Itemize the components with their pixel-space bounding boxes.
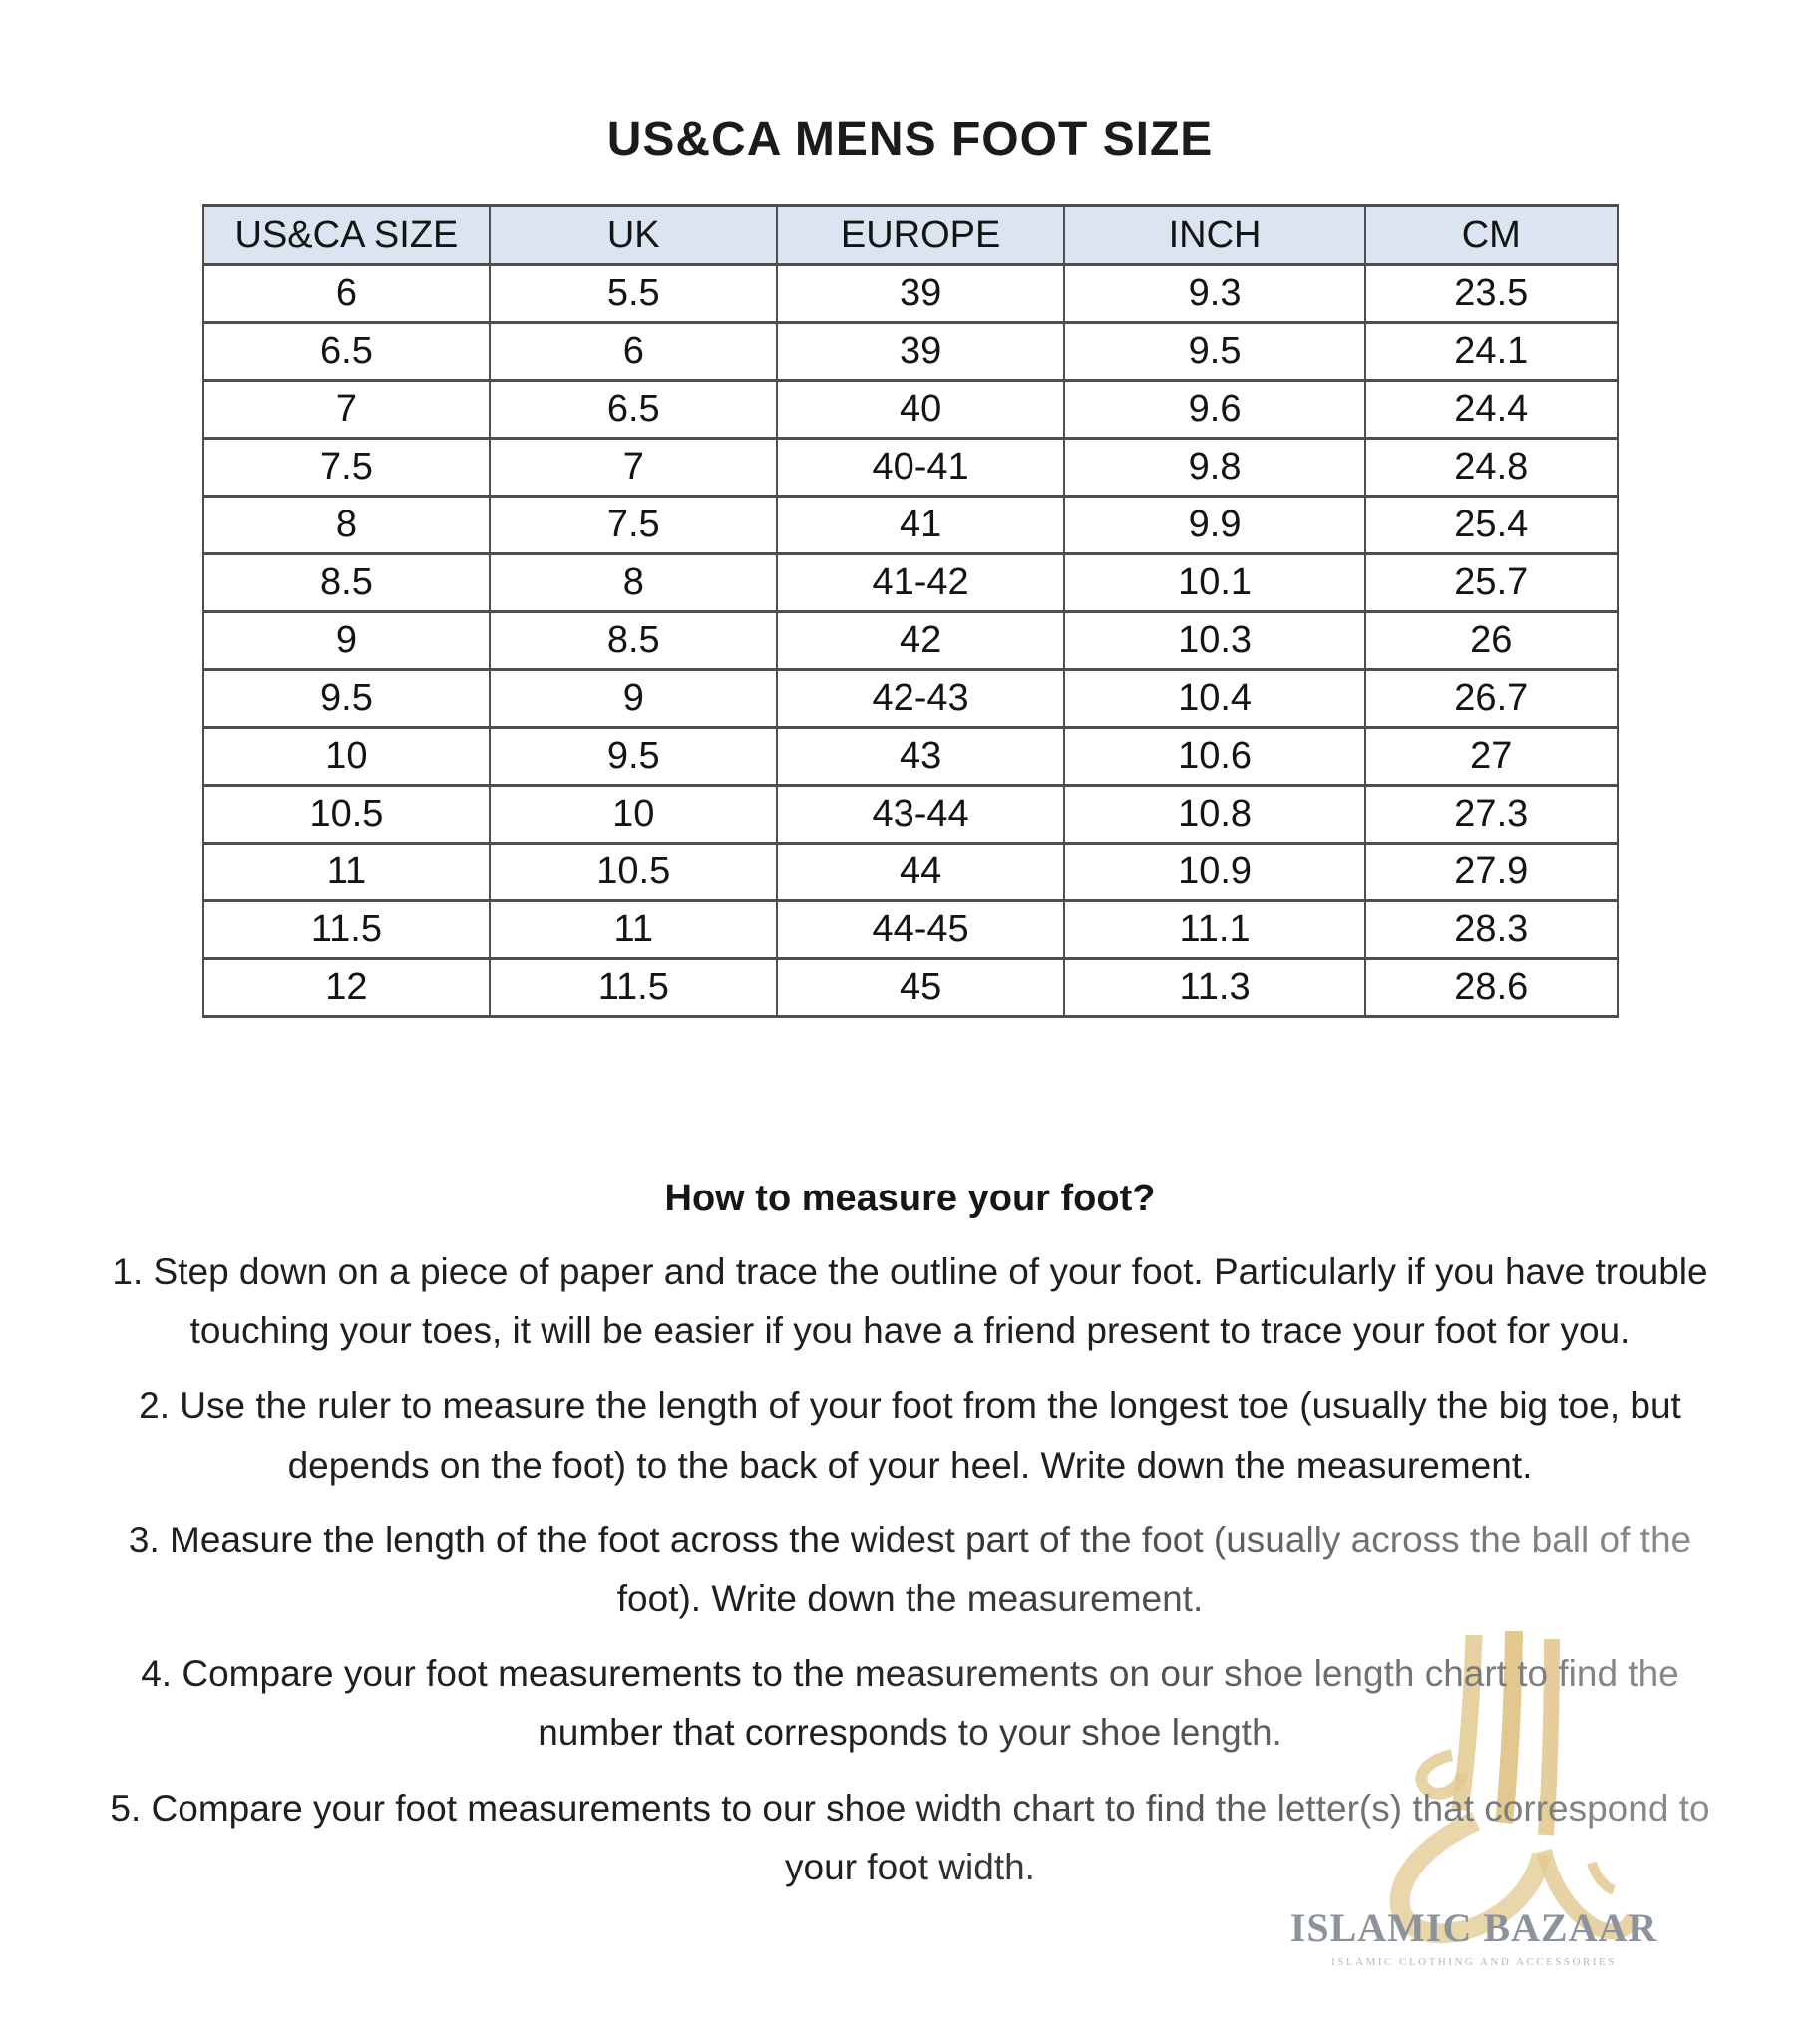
table-cell: 44 [777, 844, 1064, 901]
table-cell: 8 [203, 497, 491, 554]
table-cell: 27.9 [1365, 844, 1617, 901]
table-cell: 41-42 [777, 554, 1064, 612]
column-header: US&CA SIZE [203, 206, 491, 265]
table-cell: 8.5 [203, 554, 491, 612]
table-cell: 40 [777, 381, 1064, 439]
brand-logo [1274, 1904, 1673, 1968]
table-cell: 27.3 [1365, 786, 1617, 844]
table-cell: 9.5 [1064, 323, 1365, 381]
table-cell: 41 [777, 497, 1064, 554]
table-cell: 23.5 [1365, 265, 1617, 323]
table-cell: 24.1 [1365, 323, 1617, 381]
table-row [203, 323, 1618, 381]
table-cell: 12 [203, 959, 491, 1017]
table-cell: 11.3 [1064, 959, 1365, 1017]
table-cell: 8 [490, 554, 777, 612]
table-cell: 6 [490, 323, 777, 381]
table-cell: 10 [203, 728, 491, 786]
brand-tagline: ISLAMIC CLOTHING AND ACCESSORIES [1331, 1956, 1617, 1968]
table-cell: 6.5 [203, 323, 491, 381]
table-row [203, 554, 1618, 612]
table-cell: 7 [203, 381, 491, 439]
table-cell: 24.8 [1365, 439, 1617, 497]
table-cell: 7.5 [490, 497, 777, 554]
table-cell: 10.9 [1064, 844, 1365, 901]
instruction-step-1: 1. Step down on a piece of paper and trace the outline of your foot. Particularly if you have trouble touching your toes, it will be easier if you have a friend present to trace your foot for you. [112, 1251, 1708, 1352]
table-row [203, 497, 1618, 554]
table-cell: 9.8 [1064, 439, 1365, 497]
table-cell: 6 [203, 265, 491, 323]
table-cell: 39 [777, 323, 1064, 381]
table-cell: 43-44 [777, 786, 1064, 844]
table-cell: 10.6 [1064, 728, 1365, 786]
table-cell: 25.4 [1365, 497, 1617, 554]
instructions-heading: How to measure your foot? [664, 1178, 1156, 1219]
table-cell: 9.6 [1064, 381, 1365, 439]
table-cell: 6.5 [490, 381, 777, 439]
table-cell: 10 [490, 786, 777, 844]
table-cell: 11.5 [490, 959, 777, 1017]
table-row [203, 612, 1618, 670]
table-cell: 28.3 [1365, 901, 1617, 959]
table-row [203, 959, 1618, 1017]
table-cell: 9.9 [1064, 497, 1365, 554]
column-header: UK [490, 206, 777, 265]
table-row [203, 728, 1618, 786]
table-cell: 7 [490, 439, 777, 497]
table-row [203, 381, 1618, 439]
table-cell: 8.5 [490, 612, 777, 670]
brand-name: ISLAMIC BAZAAR [1289, 1905, 1658, 1950]
instruction-step-4: 4. Compare your foot measurements to the measurements on our shoe length chart to find the number that corresponds to your shoe length. [83, 1644, 1738, 1762]
table-cell: 26.7 [1365, 670, 1617, 728]
instruction-step-5: 5. Compare your foot measurements to our shoe width chart to find the letter(s) that correspond to your foot width. [83, 1779, 1738, 1896]
table-cell: 25.7 [1365, 554, 1617, 612]
table-cell: 27 [1365, 728, 1617, 786]
table-row [203, 901, 1618, 959]
page-title: US&CA MENS FOOT SIZE [606, 113, 1214, 166]
table-cell: 28.6 [1365, 959, 1617, 1017]
column-header: INCH [1064, 206, 1365, 265]
table-cell: 42-43 [777, 670, 1064, 728]
table-cell: 10.1 [1064, 554, 1365, 612]
table-cell: 10.5 [203, 786, 491, 844]
table-cell: 7.5 [203, 439, 491, 497]
table-row [203, 786, 1618, 844]
table-cell: 9.5 [490, 728, 777, 786]
table-cell: 11.5 [203, 901, 491, 959]
table-cell: 24.4 [1365, 381, 1617, 439]
table-cell: 5.5 [490, 265, 777, 323]
table-cell: 40-41 [777, 439, 1064, 497]
table-cell: 45 [777, 959, 1064, 1017]
instruction-step-2: 2. Use the ruler to measure the length of your foot from the longest toe (usually the big toe, but depends on the foot) to the back of your heel. Write down the measurement. [139, 1385, 1681, 1486]
table-cell: 26 [1365, 612, 1617, 670]
instruction-step-3: 3. Measure the length of the foot across the widest part of the foot (usually across the ball of the foot). Write down the measurement. [83, 1511, 1738, 1628]
table-cell: 10.5 [490, 844, 777, 901]
table-row [203, 439, 1618, 497]
instructions-section [83, 1178, 1738, 1896]
table-cell: 10.8 [1064, 786, 1365, 844]
table-cell: 9.5 [203, 670, 491, 728]
table-cell: 11 [490, 901, 777, 959]
table-cell: 43 [777, 728, 1064, 786]
column-header: EUROPE [777, 206, 1064, 265]
table-row [203, 844, 1618, 901]
table-cell: 10.3 [1064, 612, 1365, 670]
size-table [202, 204, 1619, 1018]
table-cell: 9 [490, 670, 777, 728]
table-cell: 44-45 [777, 901, 1064, 959]
table-header-row [203, 206, 1618, 265]
column-header: CM [1365, 206, 1617, 265]
table-cell: 11.1 [1064, 901, 1365, 959]
table-cell: 9 [203, 612, 491, 670]
table-cell: 39 [777, 265, 1064, 323]
table-row [203, 265, 1618, 323]
table-row [203, 670, 1618, 728]
table-cell: 10.4 [1064, 670, 1365, 728]
table-cell: 11 [203, 844, 491, 901]
table-cell: 42 [777, 612, 1064, 670]
table-cell: 9.3 [1064, 265, 1365, 323]
